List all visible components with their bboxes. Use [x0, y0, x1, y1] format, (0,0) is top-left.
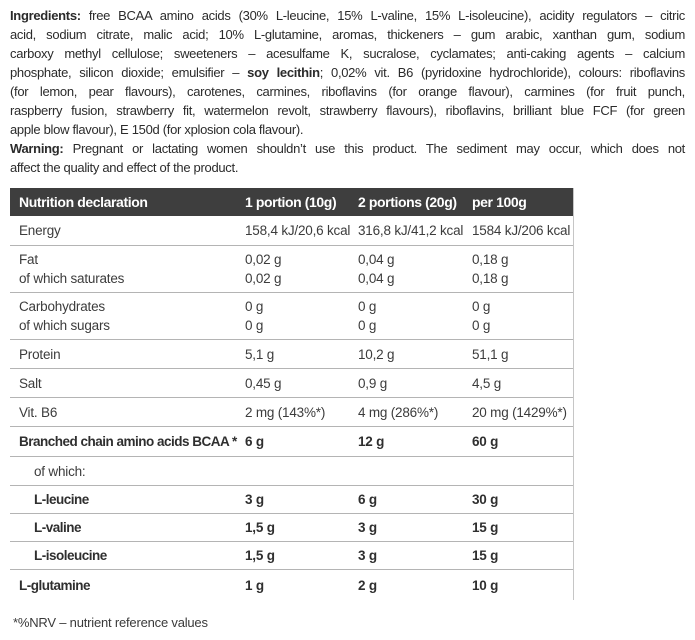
row-label: Protein: [19, 346, 61, 362]
cell-value: 0 g: [358, 298, 377, 314]
header-per-100g: per 100g: [472, 194, 527, 210]
cell-value: 12 g: [358, 434, 385, 449]
cell-value: 0 g: [472, 298, 491, 314]
table-row-l-isoleucine: [10, 542, 573, 570]
text-line: raspberry fusion, strawberry fit, watermelon revolt, strawberry flavours), riboflavins, brilliant blue FCF (for green: [10, 103, 685, 118]
cell-value: 0 g: [245, 298, 264, 314]
cell-value: 20 mg (1429%*): [472, 404, 567, 420]
cell-value: 0,9 g: [358, 375, 388, 391]
row-label: Branched chain amino acids BCAA *: [19, 434, 237, 449]
row-label: L-valine: [34, 520, 82, 535]
cell-value: 2 g: [358, 577, 377, 593]
table-row-vit-b6: [10, 398, 573, 427]
row-label: of which:: [34, 463, 86, 479]
row-label: Energy: [19, 223, 61, 238]
cell-value: 15 g: [472, 520, 499, 535]
cell-value: 0 g: [358, 318, 377, 333]
cell-value: 0,45 g: [245, 375, 282, 391]
row-sublabel: of which saturates: [19, 271, 125, 286]
cell-value: 0,02 g: [245, 271, 282, 286]
ingredients-paragraph: [10, 6, 685, 139]
cell-value: 60 g: [472, 434, 499, 449]
row-label: Salt: [19, 375, 42, 391]
text-line: affect the quality and effect of the product.: [10, 160, 239, 175]
warning-paragraph: [10, 139, 685, 177]
cell-value: 1 g: [245, 577, 264, 593]
cell-value: 0 g: [472, 318, 491, 333]
header-2-portions: 2 portions (20g): [358, 194, 457, 210]
nrv-footnote: *%NRV – nutrient reference values: [13, 615, 208, 630]
cell-value: 0,04 g: [358, 271, 395, 286]
row-label: L-glutamine: [19, 577, 90, 593]
nutrition-table: [10, 188, 574, 600]
cell-value: 4 mg (286%*): [358, 404, 439, 420]
cell-value: 0,04 g: [358, 251, 395, 267]
cell-value: 3 g: [358, 548, 377, 563]
cell-value: 5,1 g: [245, 346, 275, 362]
row-label: Fat: [19, 251, 38, 267]
table-row-fat: [10, 246, 573, 293]
row-label: Vit. B6: [19, 404, 58, 420]
header-nutrition-declaration: Nutrition declaration: [19, 194, 148, 210]
text-line: carboxy methyl cellulose; sweeteners – acesulfame K, sucralose, cyclamates; anti-caking agents – calcium: [10, 46, 685, 61]
table-row-l-leucine: [10, 486, 573, 514]
text-line: Warning: Pregnant or lactating women shouldn’t use this product. The sediment may occur, which does not: [10, 141, 685, 156]
cell-value: 10,2 g: [358, 346, 395, 362]
cell-value: 0,18 g: [472, 251, 509, 267]
table-row-protein: [10, 340, 573, 369]
table-row-bcaa: [10, 427, 573, 457]
ingredients-label: Ingredients:: [10, 8, 81, 23]
table-row-salt: [10, 369, 573, 398]
cell-value: 10 g: [472, 577, 499, 593]
cell-value: 158,4 kJ/20,6 kcal: [245, 223, 351, 238]
row-label: Carbohydrates: [19, 298, 105, 314]
cell-value: 30 g: [472, 492, 499, 507]
text-line: acid, sodium citrate, malic acid; 10% L-glutamine, aromas, thickeners – gum arabic, xanthan gum, sodium: [10, 27, 685, 42]
text-line: (for lemon, pear flavours), carotenes, carmines, riboflavins (for orange flavour), carmines (for fruit punch,: [10, 84, 685, 99]
table-row-carbohydrates: [10, 293, 573, 340]
row-sublabel: of which sugars: [19, 318, 110, 333]
cell-value: 6 g: [358, 492, 377, 507]
cell-value: 51,1 g: [472, 346, 509, 362]
cell-value: 1,5 g: [245, 520, 275, 535]
text-line: apple blow flavour), E 150d (for xplosion cola flavour).: [10, 122, 304, 137]
table-row-energy: [10, 216, 573, 246]
text-line: Ingredients: free BCAA amino acids (30% L-leucine, 15% L-valine, 15% L-isoleucine), acidity regulators – citric: [10, 8, 685, 23]
text-line: phosphate, silicon dioxide; emulsifier – soy lecithin; 0,02% vit. B6 (pyridoxine hydrochloride), colours: riboflavins: [10, 65, 685, 80]
cell-value: 1584 kJ/206 kcal: [472, 223, 571, 238]
cell-value: 0,18 g: [472, 271, 509, 286]
table-row-l-valine: [10, 514, 573, 542]
header-1-portion: 1 portion (10g): [245, 194, 337, 210]
table-row-of-which: [10, 457, 573, 486]
cell-value: 0,02 g: [245, 251, 282, 267]
cell-value: 3 g: [358, 520, 377, 535]
table-header-row: [10, 188, 573, 216]
cell-value: 2 mg (143%*): [245, 404, 326, 420]
table-row-l-glutamine: [10, 570, 573, 600]
cell-value: 316,8 kJ/41,2 kcal: [358, 223, 464, 238]
cell-value: 3 g: [245, 492, 264, 507]
cell-value: 1,5 g: [245, 548, 275, 563]
soy-lecithin-bold: soy lecithin: [247, 65, 320, 80]
cell-value: 15 g: [472, 548, 499, 563]
warning-label: Warning:: [10, 141, 64, 156]
cell-value: 4,5 g: [472, 375, 502, 391]
row-label: L-isoleucine: [34, 548, 107, 563]
row-label: L-leucine: [34, 492, 89, 507]
cell-value: 6 g: [245, 434, 264, 449]
cell-value: 0 g: [245, 318, 264, 333]
